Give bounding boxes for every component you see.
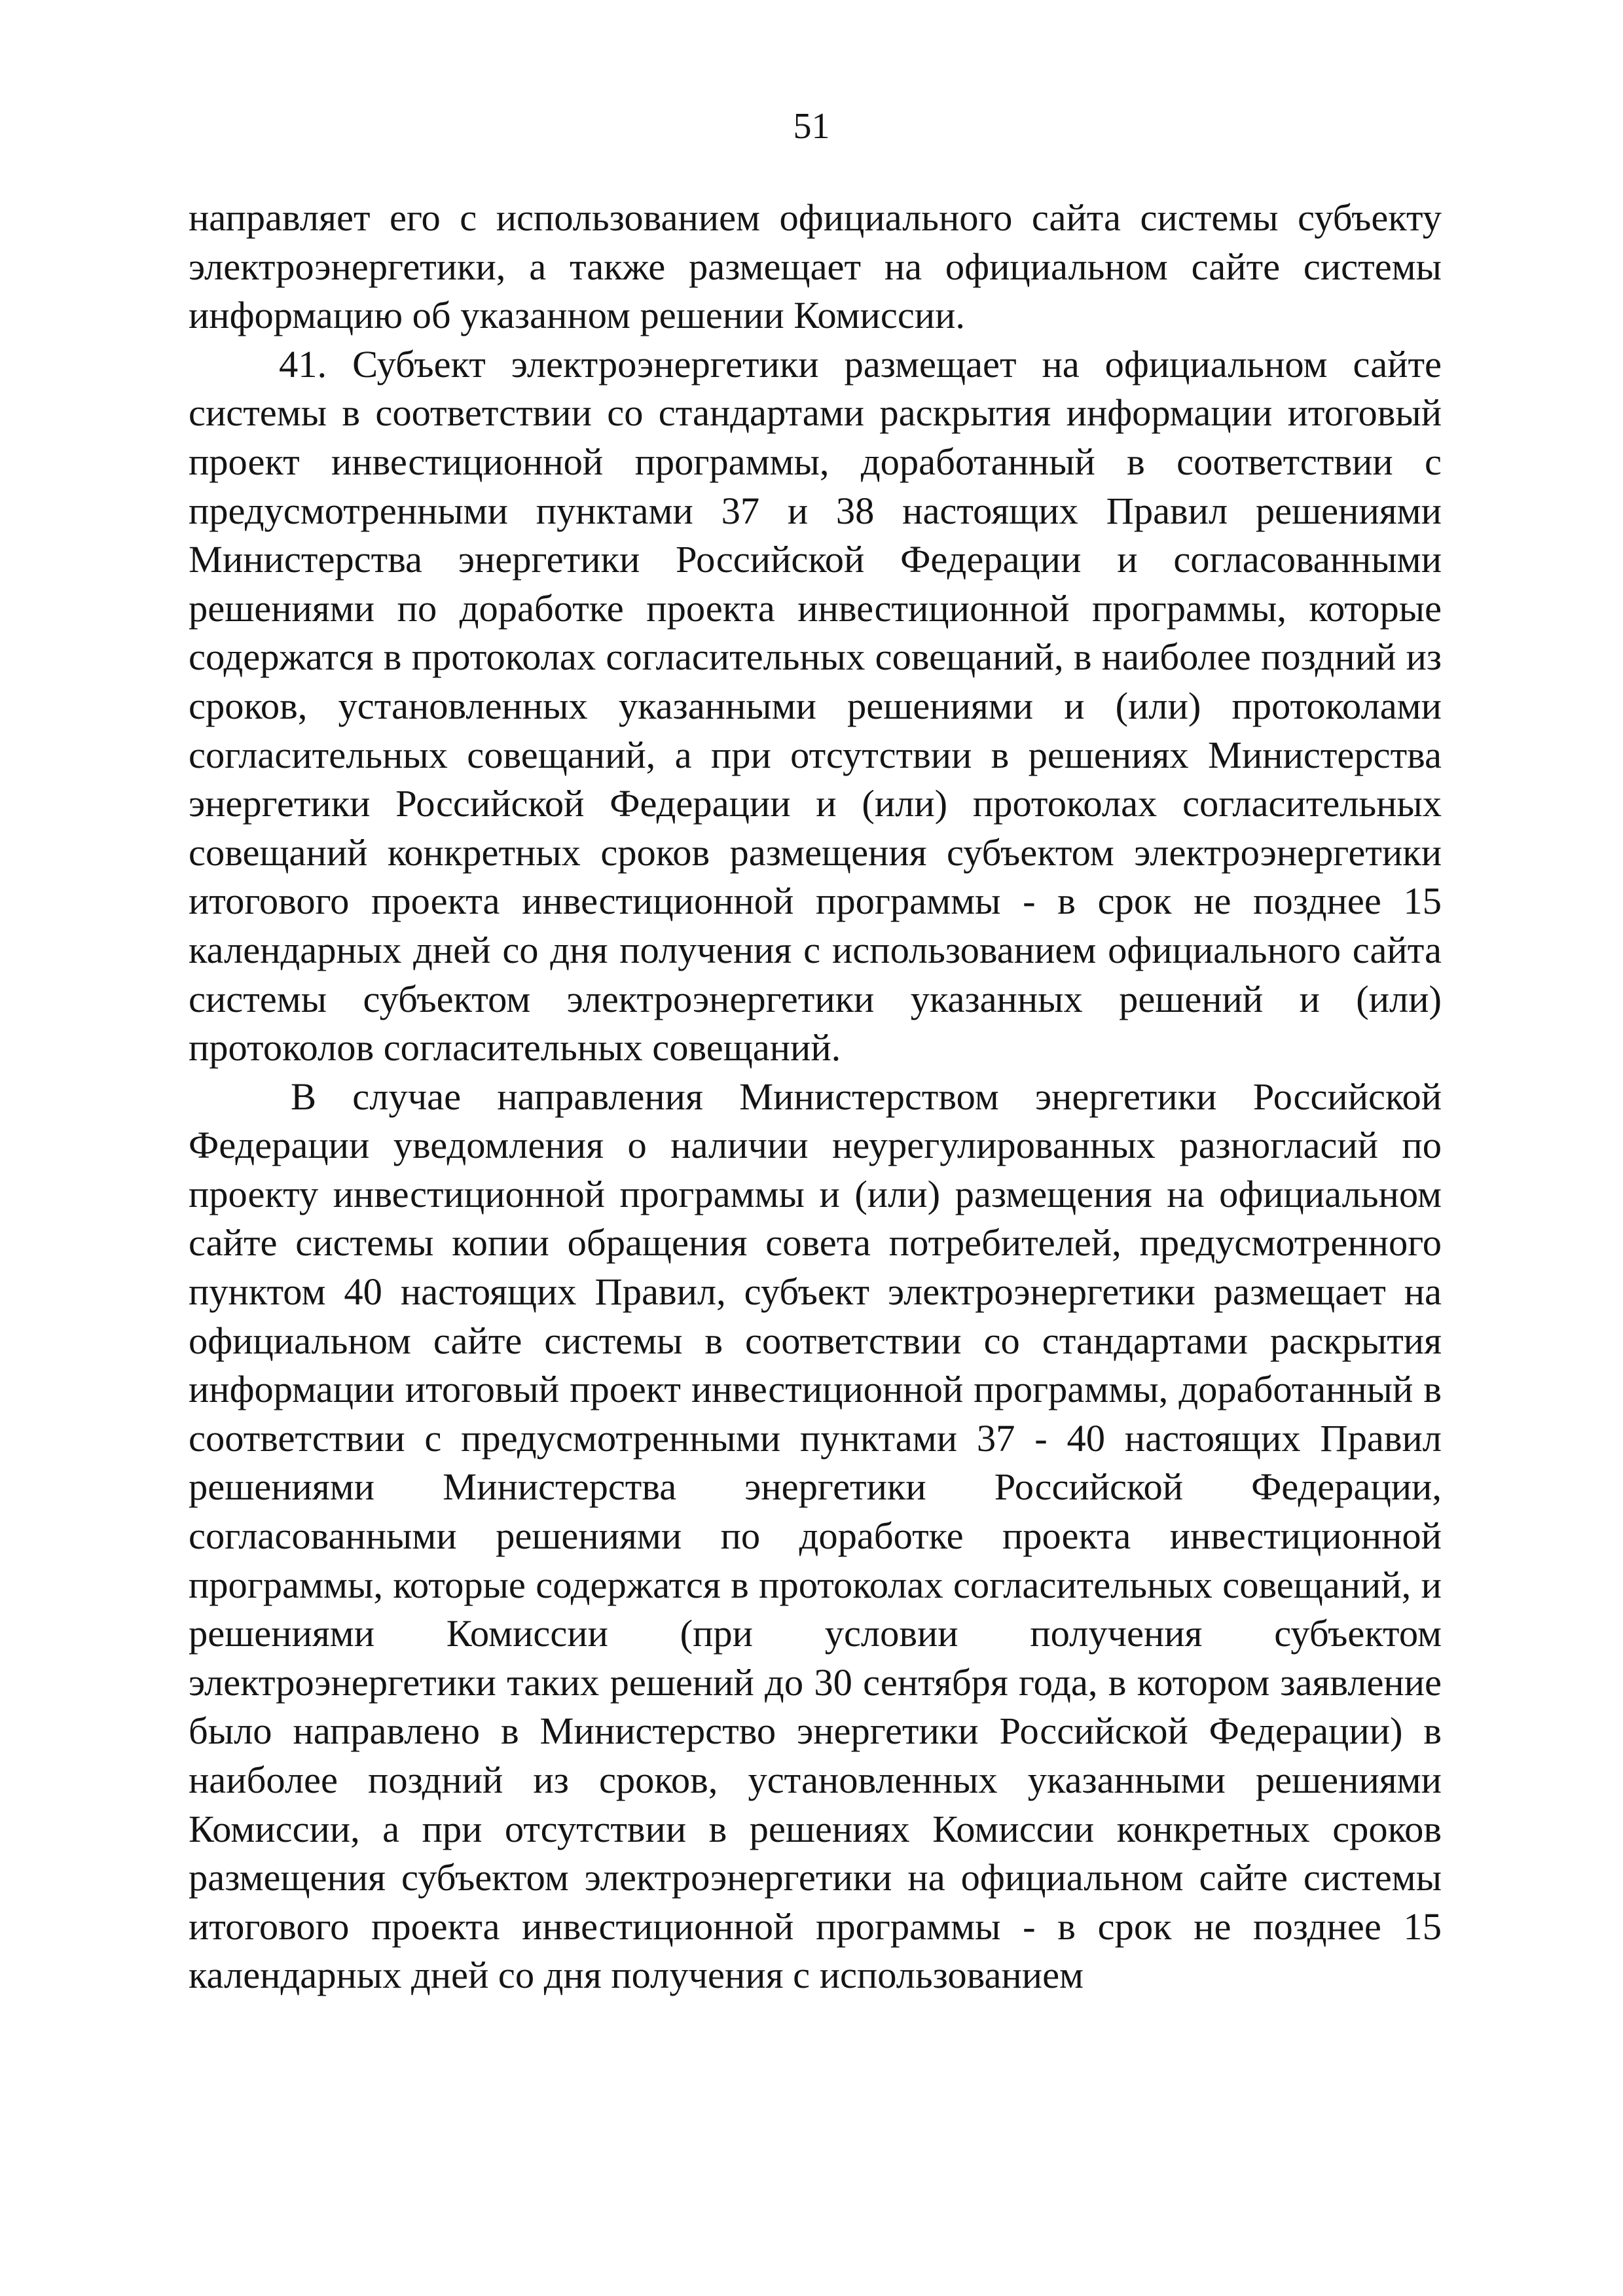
paragraph-disagreement-case: В случае направления Министерством энергетики Российской Федерации уведомления о наличии неурегулированных разногласий по проекту инвестиционной программы и (или) размещения на официальном сайте системы копии обращения совета потребителей, предусмотренного пунктом 40 настоящих Правил, субъект электроэнергетики размещает на официальном сайте системы в соответствии со стандартами раскрытия информации итоговый проект инвестиционной программы, доработанный в соответствии с предусмотренными пунктами 37 - 40 настоящих Правил решениями Министерства энергетики Российской Федерации, согласованными решениями по доработке проекта инвестиционной программы, которые содержатся в протоколах согласительных совещаний, и решениями Комиссии (при условии получения субъектом электроэнергетики таких решений до 30 сентября года, в котором заявление было направлено в Министерство энергетики Российской Федерации) в наиболее поздний из сроков, установленных указанными решениями Комиссии, а при отсутствии в решениях Комиссии конкретных сроков размещения субъектом электроэнергетики на официальном сайте системы итогового проекта инвестиционной программы - в срок не позднее 15 календарных дней со дня получения с использованием xyxy=(189,1075,1442,1997)
page-number: 51 xyxy=(793,106,830,147)
paragraph-continuation: направляет его с использованием официального сайта системы субъекту электроэнергетики, а также размещает на официальном сайте системы информацию об указанном решении Комиссии. xyxy=(189,196,1442,337)
document-body xyxy=(189,194,1442,2000)
paragraph-item-41: 41. Субъект электроэнергетики размещает на официальном сайте системы в соответствии со стандартами раскрытия информации итоговый проект инвестиционной программы, доработанный в соответствии с предусмотренными пунктами 37 и 38 настоящих Правил решениями Министерства энергетики Российской Федерации и согласованными решениями по доработке проекта инвестиционной программы, которые содержатся в протоколах согласительных совещаний, в наиболее поздний из сроков, установленных указанными решениями и (или) протоколами согласительных совещаний, а при отсутствии в решениях Министерства энергетики Российской Федерации и (или) протоколах согласительных совещаний конкретных сроков размещения субъектом электроэнергетики итогового проекта инвестиционной программы - в срок не позднее 15 календарных дней со дня получения с использованием официального сайта системы субъектом электроэнергетики указанных решений и (или) протоколов согласительных совещаний. xyxy=(189,342,1442,1069)
